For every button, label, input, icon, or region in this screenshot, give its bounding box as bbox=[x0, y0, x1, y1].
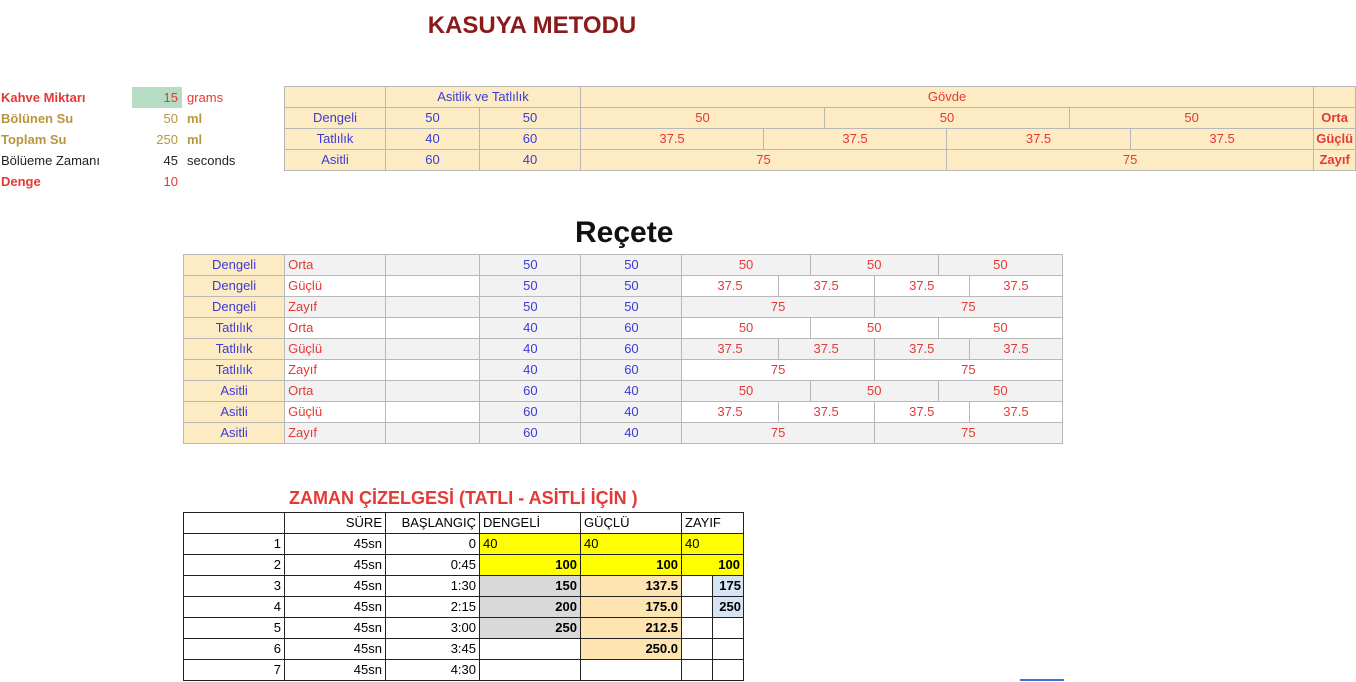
recete-table bbox=[183, 254, 1063, 444]
step-number[interactable]: 2 bbox=[184, 555, 285, 576]
recete-row bbox=[184, 381, 1063, 402]
header-asitlik[interactable]: Asitlik ve Tatlılık bbox=[386, 87, 581, 108]
recete-body-cell[interactable]: 37.5 bbox=[682, 402, 778, 423]
param-label: Toplam Su bbox=[1, 132, 67, 147]
recete-row bbox=[184, 255, 1063, 276]
param-unit: ml bbox=[187, 111, 203, 126]
recete-type[interactable]: Zayıf bbox=[285, 360, 386, 381]
step-duration[interactable]: 45sn bbox=[285, 639, 386, 660]
guclu-value[interactable]: 212.5 bbox=[581, 618, 682, 639]
schedule-header[interactable]: DENGELİ bbox=[480, 513, 581, 534]
row-tag[interactable]: Orta bbox=[1314, 108, 1356, 129]
schedule-title: ZAMAN ÇİZELGESİ (TATLI - ASİTLİ İÇİN ) bbox=[289, 488, 638, 508]
recete-a[interactable]: 50 bbox=[480, 276, 581, 297]
step-number[interactable]: 4 bbox=[184, 597, 285, 618]
schedule-row bbox=[184, 534, 744, 555]
recete-body-cell[interactable]: 37.5 bbox=[969, 276, 1062, 297]
step-start[interactable]: 3:00 bbox=[386, 618, 480, 639]
param-row bbox=[0, 108, 260, 129]
param-value[interactable]: 50 bbox=[163, 111, 178, 126]
zayif-value[interactable] bbox=[682, 597, 713, 618]
value-b[interactable]: 50 bbox=[480, 108, 581, 129]
body-cell[interactable]: 50 bbox=[825, 108, 1070, 129]
dengeli-value[interactable]: 40 bbox=[480, 534, 581, 555]
zayif-value-2[interactable] bbox=[713, 639, 744, 660]
schedule-header[interactable]: SÜRE bbox=[285, 513, 386, 534]
recete-body-cell[interactable]: 37.5 bbox=[682, 339, 778, 360]
param-label: Bölünen Su bbox=[1, 111, 74, 126]
recete-b[interactable]: 60 bbox=[581, 318, 682, 339]
recete-type[interactable]: Zayıf bbox=[285, 297, 386, 318]
recete-row bbox=[184, 423, 1063, 444]
step-start[interactable]: 2:15 bbox=[386, 597, 480, 618]
recete-body-cell[interactable]: 37.5 bbox=[778, 276, 874, 297]
body-cell[interactable]: 75 bbox=[581, 150, 947, 171]
empty-cell[interactable] bbox=[386, 423, 480, 444]
recete-name[interactable]: Asitli bbox=[184, 381, 285, 402]
recete-row bbox=[184, 276, 1063, 297]
schedule-row bbox=[184, 576, 744, 597]
recete-body-cell[interactable]: 75 bbox=[874, 360, 1062, 381]
recete-type[interactable]: Güçlü bbox=[285, 339, 386, 360]
recete-body-cell[interactable]: 50 bbox=[810, 381, 938, 402]
schedule-table bbox=[183, 512, 744, 681]
header-govde[interactable]: Gövde bbox=[581, 87, 1314, 108]
param-value[interactable]: 250 bbox=[156, 132, 178, 147]
value-b[interactable]: 60 bbox=[480, 129, 581, 150]
schedule-header[interactable]: BAŞLANGIÇ bbox=[386, 513, 480, 534]
recete-row bbox=[184, 402, 1063, 423]
row-name[interactable]: Asitli bbox=[285, 150, 386, 171]
step-start[interactable]: 0 bbox=[386, 534, 480, 555]
recete-body-cell[interactable]: 75 bbox=[874, 297, 1062, 318]
param-value[interactable]: 15 bbox=[132, 87, 182, 108]
recete-name[interactable]: Tatlılık bbox=[184, 360, 285, 381]
recete-b[interactable]: 50 bbox=[581, 297, 682, 318]
schedule-row bbox=[184, 597, 744, 618]
zayif-value[interactable] bbox=[682, 660, 713, 681]
dengeli-value[interactable]: 100 bbox=[480, 555, 581, 576]
empty-cell[interactable] bbox=[386, 318, 480, 339]
value-b[interactable]: 40 bbox=[480, 150, 581, 171]
guclu-value[interactable]: 100 bbox=[581, 555, 682, 576]
recete-body-cell[interactable]: 50 bbox=[682, 255, 810, 276]
dengeli-value[interactable]: 200 bbox=[480, 597, 581, 618]
empty-cell[interactable] bbox=[386, 276, 480, 297]
recete-b[interactable]: 40 bbox=[581, 402, 682, 423]
dengeli-value[interactable]: 150 bbox=[480, 576, 581, 597]
step-start[interactable]: 4:30 bbox=[386, 660, 480, 681]
recete-row bbox=[184, 360, 1063, 381]
recete-a[interactable]: 40 bbox=[480, 339, 581, 360]
recete-b[interactable]: 50 bbox=[581, 255, 682, 276]
recete-body-cell[interactable]: 37.5 bbox=[682, 276, 778, 297]
step-start[interactable]: 3:45 bbox=[386, 639, 480, 660]
guclu-value[interactable] bbox=[581, 660, 682, 681]
recete-b[interactable]: 40 bbox=[581, 381, 682, 402]
empty-cell[interactable] bbox=[386, 360, 480, 381]
reference-row bbox=[285, 150, 1356, 171]
step-number[interactable]: 6 bbox=[184, 639, 285, 660]
step-duration[interactable]: 45sn bbox=[285, 534, 386, 555]
empty-cell[interactable] bbox=[386, 297, 480, 318]
schedule-header[interactable]: GÜÇLÜ bbox=[581, 513, 682, 534]
param-value[interactable]: 45 bbox=[163, 153, 178, 168]
dengeli-value[interactable] bbox=[480, 660, 581, 681]
reference-table bbox=[284, 86, 1356, 171]
recete-body-cell[interactable]: 50 bbox=[682, 318, 810, 339]
reference-row bbox=[285, 108, 1356, 129]
recete-b[interactable]: 40 bbox=[581, 423, 682, 444]
schedule-header[interactable] bbox=[184, 513, 285, 534]
step-number[interactable]: 3 bbox=[184, 576, 285, 597]
recete-body-cell[interactable]: 75 bbox=[682, 297, 874, 318]
param-unit: ml bbox=[187, 132, 203, 147]
recete-type[interactable]: Orta bbox=[285, 255, 386, 276]
param-row bbox=[0, 171, 260, 192]
body-cell[interactable]: 37.5 bbox=[1131, 129, 1314, 150]
recete-body-cell[interactable]: 37.5 bbox=[778, 402, 874, 423]
recete-row bbox=[184, 297, 1063, 318]
selection-indicator bbox=[1020, 679, 1064, 681]
recete-b[interactable]: 60 bbox=[581, 360, 682, 381]
param-unit: grams bbox=[187, 90, 224, 105]
recete-row bbox=[184, 318, 1063, 339]
recete-body-cell[interactable]: 37.5 bbox=[778, 339, 874, 360]
guclu-value[interactable]: 40 bbox=[581, 534, 682, 555]
zayif-value[interactable] bbox=[682, 576, 713, 597]
body-cell[interactable]: 37.5 bbox=[764, 129, 947, 150]
recete-body-cell[interactable]: 50 bbox=[938, 381, 1062, 402]
step-number[interactable]: 5 bbox=[184, 618, 285, 639]
recete-body-cell[interactable]: 75 bbox=[682, 423, 874, 444]
recete-body-cell[interactable]: 37.5 bbox=[874, 402, 969, 423]
zayif-value-2[interactable]: 175 bbox=[713, 576, 744, 597]
recete-name[interactable]: Tatlılık bbox=[184, 339, 285, 360]
param-unit: seconds bbox=[187, 153, 236, 168]
step-duration[interactable]: 45sn bbox=[285, 660, 386, 681]
empty-cell[interactable] bbox=[386, 255, 480, 276]
zayif-value-2[interactable]: 250 bbox=[713, 597, 744, 618]
empty-cell[interactable] bbox=[285, 87, 386, 108]
row-name[interactable]: Dengeli bbox=[285, 108, 386, 129]
recete-body-cell[interactable]: 37.5 bbox=[874, 276, 969, 297]
step-duration[interactable]: 45sn bbox=[285, 597, 386, 618]
recete-type[interactable]: Güçlü bbox=[285, 402, 386, 423]
zayif-value-2[interactable] bbox=[713, 618, 744, 639]
recete-type[interactable]: Zayıf bbox=[285, 423, 386, 444]
param-label: Kahve Miktarı bbox=[1, 90, 86, 105]
recete-name[interactable]: Asitli bbox=[184, 402, 285, 423]
body-cell[interactable]: 37.5 bbox=[947, 129, 1131, 150]
row-name[interactable]: Tatlılık bbox=[285, 129, 386, 150]
recete-body-cell[interactable]: 75 bbox=[874, 423, 1062, 444]
guclu-value[interactable]: 250.0 bbox=[581, 639, 682, 660]
schedule-header[interactable]: ZAYIF bbox=[682, 513, 744, 534]
body-cell[interactable]: 50 bbox=[581, 108, 825, 129]
recete-body-cell[interactable]: 37.5 bbox=[969, 339, 1062, 360]
recete-a[interactable]: 40 bbox=[480, 360, 581, 381]
step-start[interactable]: 0:45 bbox=[386, 555, 480, 576]
schedule-row bbox=[184, 618, 744, 639]
recete-row bbox=[184, 339, 1063, 360]
recete-name[interactable]: Dengeli bbox=[184, 255, 285, 276]
schedule-row bbox=[184, 639, 744, 660]
recete-a[interactable]: 60 bbox=[480, 423, 581, 444]
recete-body-cell[interactable]: 75 bbox=[682, 360, 874, 381]
zayif-value[interactable] bbox=[682, 639, 713, 660]
param-label: Bölüeme Zamanı bbox=[1, 153, 100, 168]
dengeli-value[interactable] bbox=[480, 639, 581, 660]
recete-name[interactable]: Dengeli bbox=[184, 297, 285, 318]
step-number[interactable]: 1 bbox=[184, 534, 285, 555]
value-a[interactable]: 40 bbox=[386, 129, 480, 150]
recete-name[interactable]: Dengeli bbox=[184, 276, 285, 297]
empty-cell[interactable] bbox=[386, 402, 480, 423]
param-row bbox=[0, 150, 260, 171]
empty-cell[interactable] bbox=[386, 381, 480, 402]
page-title: KASUYA METODU bbox=[427, 12, 637, 39]
recete-a[interactable]: 40 bbox=[480, 318, 581, 339]
step-start[interactable]: 1:30 bbox=[386, 576, 480, 597]
recete-body-cell[interactable]: 50 bbox=[810, 255, 938, 276]
value-a[interactable]: 60 bbox=[386, 150, 480, 171]
recete-body-cell[interactable]: 50 bbox=[938, 318, 1062, 339]
recete-body-cell[interactable]: 50 bbox=[682, 381, 810, 402]
body-cell[interactable]: 75 bbox=[947, 150, 1314, 171]
param-value[interactable]: 10 bbox=[163, 174, 178, 189]
step-number[interactable]: 7 bbox=[184, 660, 285, 681]
row-tag[interactable]: Güçlü bbox=[1314, 129, 1356, 150]
body-cell[interactable]: 37.5 bbox=[581, 129, 764, 150]
dengeli-value[interactable]: 250 bbox=[480, 618, 581, 639]
recete-body-cell[interactable]: 37.5 bbox=[969, 402, 1062, 423]
value-a[interactable]: 50 bbox=[386, 108, 480, 129]
reference-row bbox=[285, 129, 1356, 150]
recete-body-cell[interactable]: 50 bbox=[810, 318, 938, 339]
zayif-value[interactable]: 100 bbox=[682, 555, 744, 576]
zayif-value-2[interactable] bbox=[713, 660, 744, 681]
recete-type[interactable]: Orta bbox=[285, 318, 386, 339]
recete-a[interactable]: 50 bbox=[480, 297, 581, 318]
param-label: Denge bbox=[1, 174, 41, 189]
recete-a[interactable]: 60 bbox=[480, 381, 581, 402]
recete-name[interactable]: Tatlılık bbox=[184, 318, 285, 339]
guclu-value[interactable]: 175.0 bbox=[581, 597, 682, 618]
recete-a[interactable]: 60 bbox=[480, 402, 581, 423]
recete-a[interactable]: 50 bbox=[480, 255, 581, 276]
recete-title: Reçete bbox=[575, 216, 674, 249]
step-duration[interactable]: 45sn bbox=[285, 555, 386, 576]
recete-body-cell[interactable]: 37.5 bbox=[874, 339, 969, 360]
empty-cell[interactable] bbox=[386, 339, 480, 360]
schedule-row bbox=[184, 660, 744, 681]
zayif-value[interactable]: 40 bbox=[682, 534, 744, 555]
schedule-row bbox=[184, 555, 744, 576]
empty-cell[interactable] bbox=[1314, 87, 1356, 108]
step-duration[interactable]: 45sn bbox=[285, 618, 386, 639]
recete-b[interactable]: 60 bbox=[581, 339, 682, 360]
row-tag[interactable]: Zayıf bbox=[1314, 150, 1356, 171]
param-row bbox=[0, 87, 260, 108]
recete-b[interactable]: 50 bbox=[581, 276, 682, 297]
guclu-value[interactable]: 137.5 bbox=[581, 576, 682, 597]
recete-body-cell[interactable]: 50 bbox=[938, 255, 1062, 276]
body-cell[interactable]: 50 bbox=[1070, 108, 1314, 129]
recete-type[interactable]: Orta bbox=[285, 381, 386, 402]
recete-type[interactable]: Güçlü bbox=[285, 276, 386, 297]
zayif-value[interactable] bbox=[682, 618, 713, 639]
recete-name[interactable]: Asitli bbox=[184, 423, 285, 444]
param-row bbox=[0, 129, 260, 150]
step-duration[interactable]: 45sn bbox=[285, 576, 386, 597]
